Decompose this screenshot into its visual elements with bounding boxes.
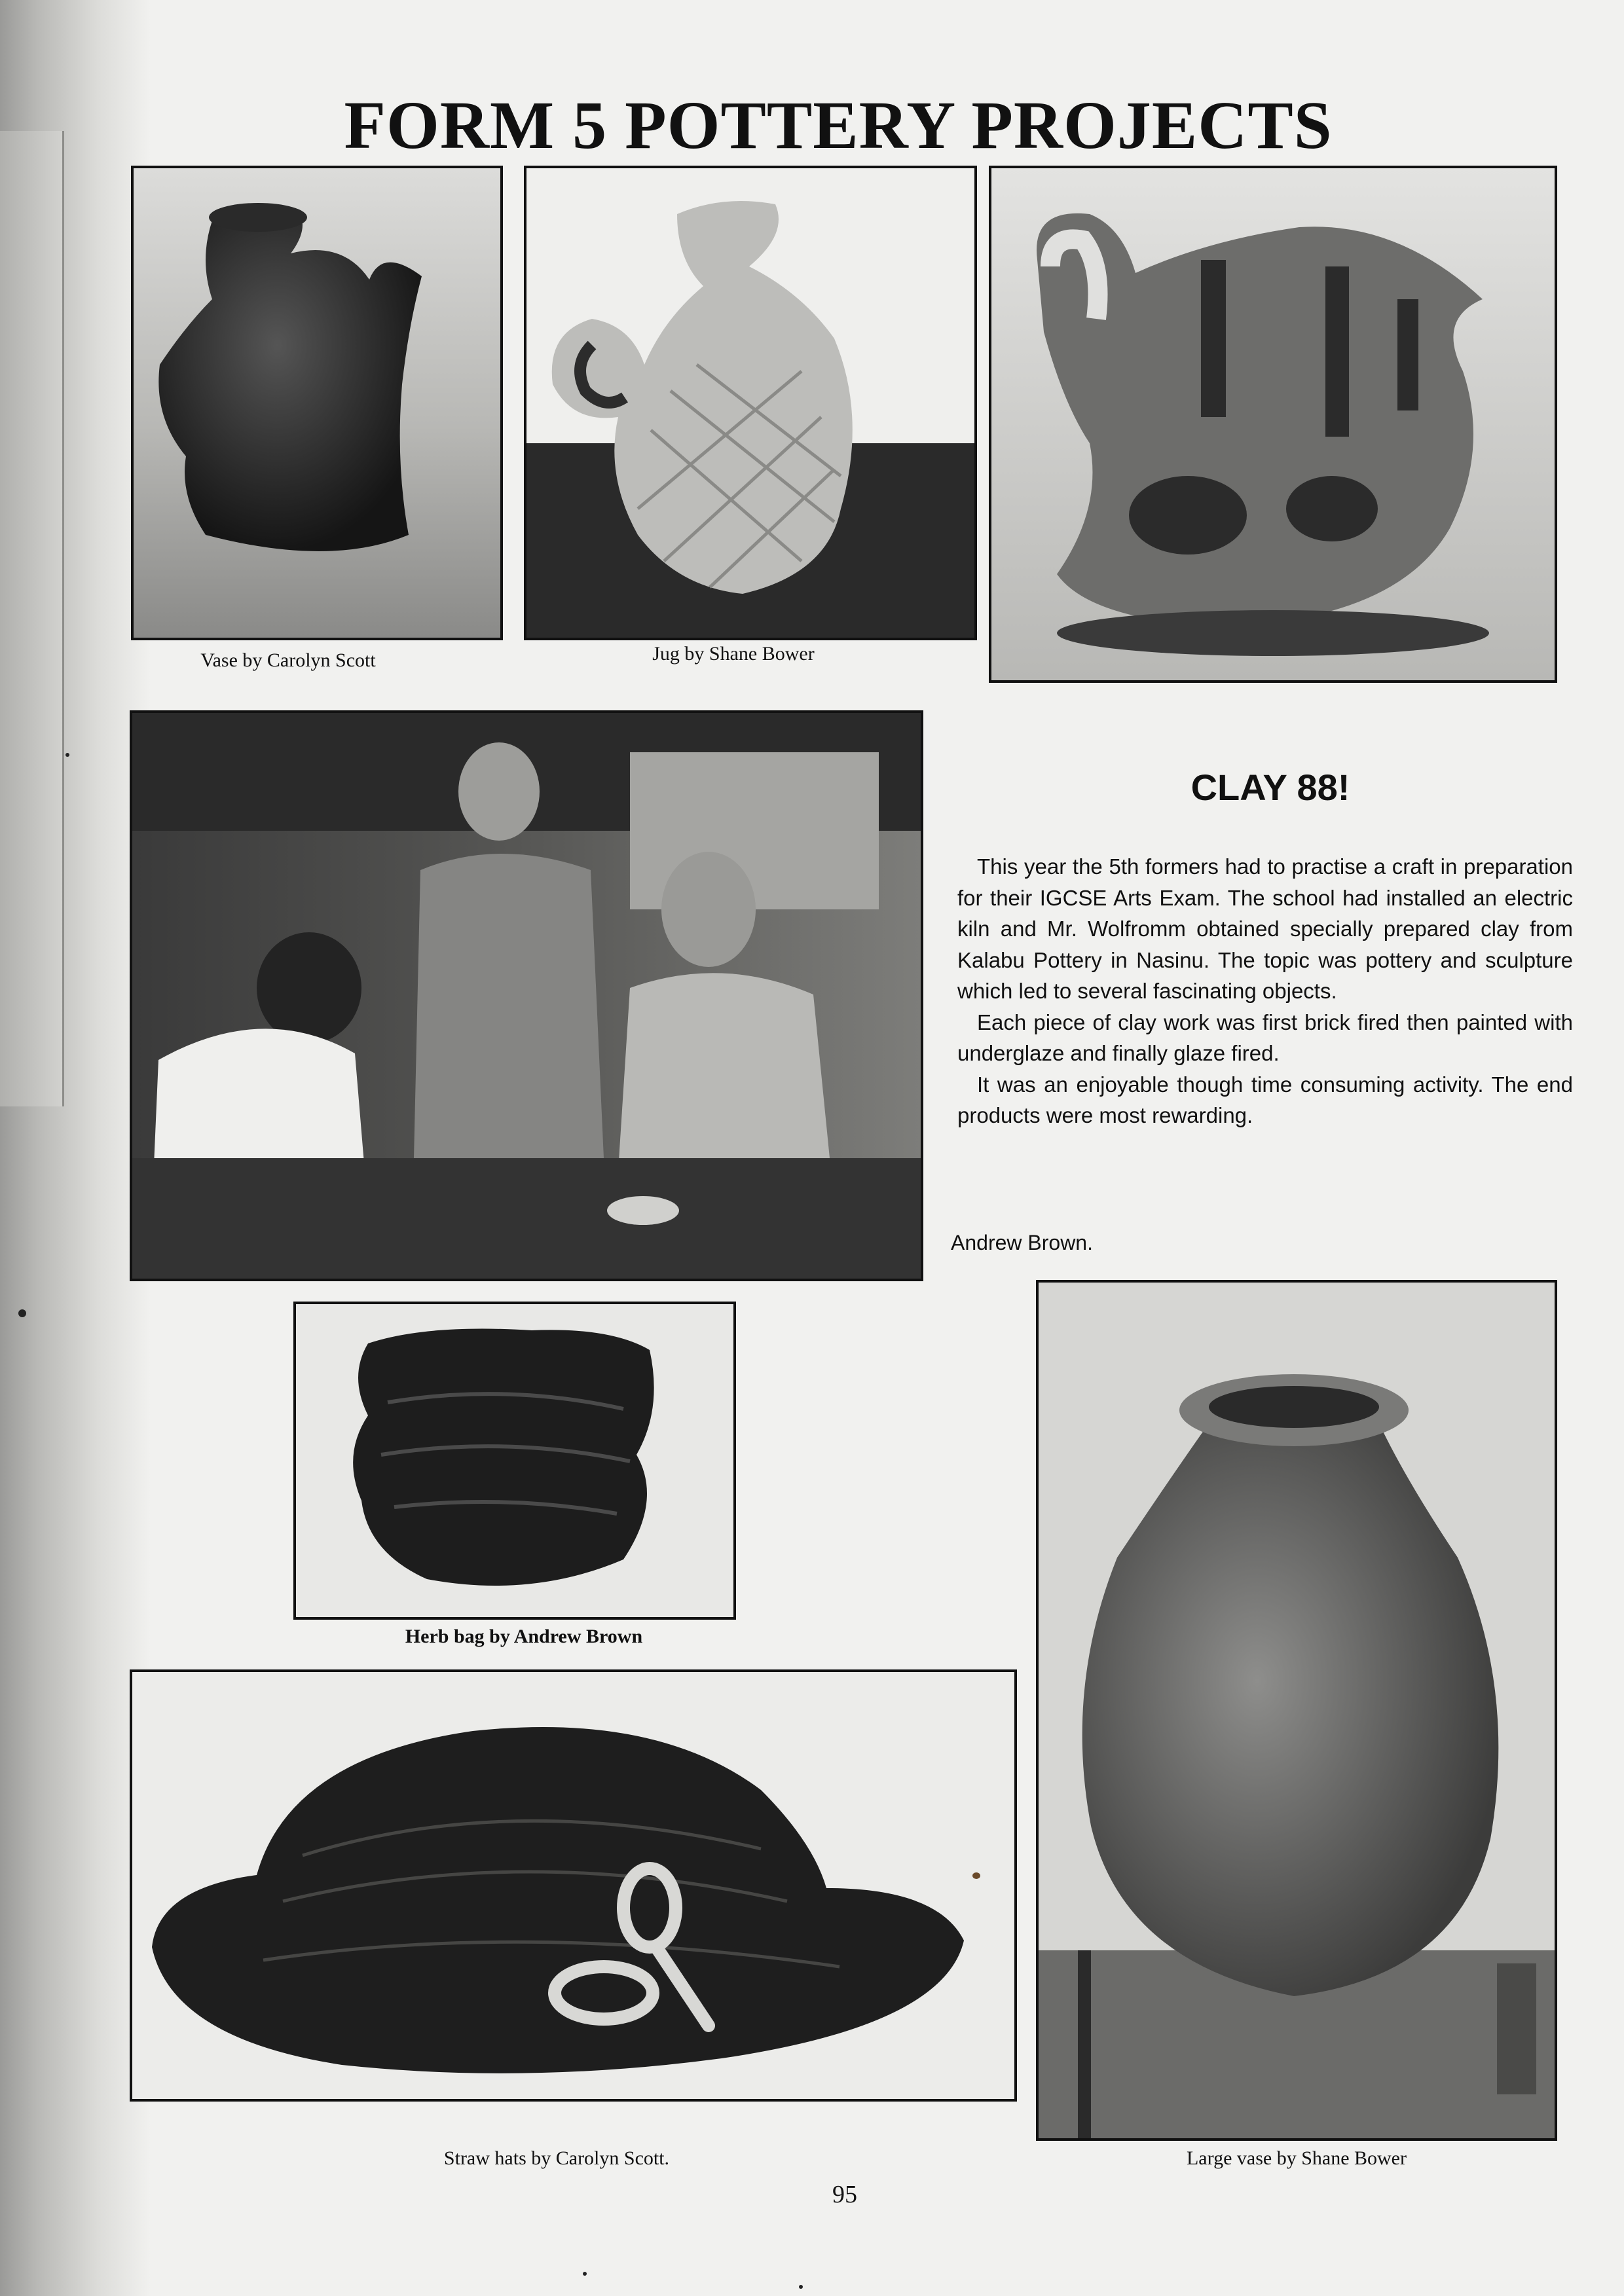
photo-herb-bag — [293, 1302, 736, 1620]
glazed-jug-image — [991, 168, 1555, 680]
caption-herb-bag: Herb bag by Andrew Brown — [405, 1626, 643, 1647]
straw-hat-image — [132, 1672, 1014, 2099]
photo-large-vase — [1036, 1280, 1557, 2141]
scan-speck — [972, 1872, 980, 1879]
jug-image — [526, 168, 974, 638]
vase-image — [134, 168, 500, 638]
students-image — [132, 713, 921, 1279]
scan-speck — [65, 753, 69, 757]
caption-vase: Vase by Carolyn Scott — [200, 649, 376, 671]
page-title: FORM 5 POTTERY PROJECTS — [344, 88, 1333, 163]
article-heading: CLAY 88! — [1190, 767, 1350, 808]
photo-jug — [524, 166, 977, 640]
caption-large-vase: Large vase by Shane Bower — [1186, 2147, 1407, 2169]
article-paragraph: Each piece of clay work was first brick fired then painted with underglaze and finally glaze fired. — [957, 1010, 1573, 1065]
herb-bag-image — [296, 1304, 733, 1617]
photo-straw-hats — [130, 1669, 1017, 2102]
article-body — [957, 851, 1573, 1131]
photo-glazed-jug — [989, 166, 1557, 683]
scan-speck — [583, 2272, 587, 2276]
article-author: Andrew Brown. — [951, 1231, 1093, 1254]
scan-speck — [799, 2285, 803, 2289]
large-vase-image — [1039, 1283, 1555, 2138]
caption-jug: Jug by Shane Bower — [652, 643, 815, 665]
article-paragraph: It was an enjoyable though time consuming activity. The end products were most rewarding. — [957, 1072, 1573, 1127]
scan-speck — [18, 1309, 26, 1317]
article-paragraph: This year the 5th formers had to practise a craft in preparation for their IGCSE Arts Exam. The school had installed an electric kiln and Mr. Wolfromm obtained specially prepared clay from Kalabu Pottery in Nasinu. The topic was pottery and sculpture which led to several fascinating objects. — [957, 854, 1573, 1003]
previous-page-edge — [0, 131, 64, 1106]
page-number: 95 — [832, 2181, 857, 2208]
photo-vase — [131, 166, 503, 640]
caption-straw-hats: Straw hats by Carolyn Scott. — [443, 2147, 670, 2169]
photo-students — [130, 710, 923, 1281]
